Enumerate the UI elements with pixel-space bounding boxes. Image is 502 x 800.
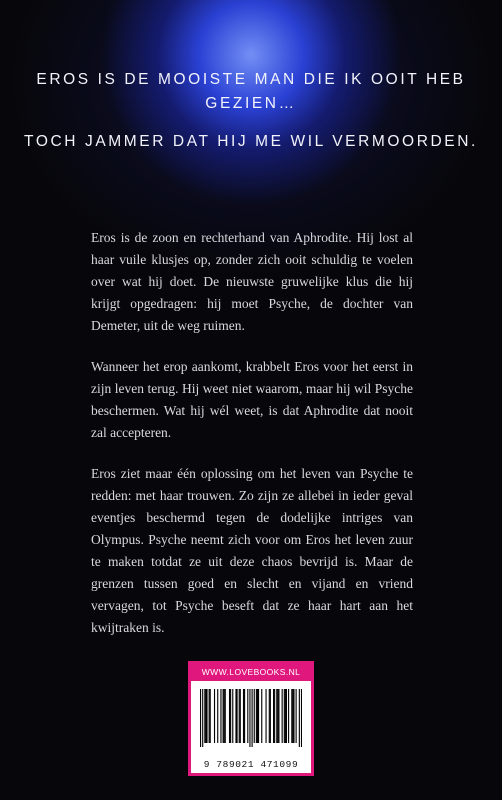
barcode-bar <box>202 689 203 747</box>
blurb-paragraph-1: Eros is de zoon en rechterhand van Aphrodite. Hij lost al haar vuile klusjes op, zonder zich ooit schuldig te voelen over wat hij doet. De nieuwste gruwelijke klus die hij krijgt opgedragen: hij moet Psyche, de dochter van Demeter, uit de weg ruimen. <box>91 230 413 333</box>
barcode-bar <box>254 689 255 743</box>
barcode-bar <box>257 689 258 743</box>
barcode-bar <box>243 689 244 743</box>
blurb-paragraph-2: Wanneer het erop aankomt, krabbelt Eros voor het eerst in zijn leven terug. Hij weet niet waarom, maar hij wil Psyche beschermen. Wat hij wél weet, is dat Aphrodite dat nooit zal accepteren. <box>91 359 413 440</box>
barcode-bar <box>205 689 206 743</box>
barcode-bar <box>261 689 262 743</box>
tagline-line-1: EROS IS DE MOOISTE MAN DIE IK OOIT HEB GEZIEN… <box>36 71 466 112</box>
barcode-bar <box>252 689 253 747</box>
barcode-bar <box>256 689 257 743</box>
barcode-bar <box>239 689 240 743</box>
barcode-bar <box>284 689 285 743</box>
barcode-bar <box>269 689 270 743</box>
barcode-bar <box>200 689 201 747</box>
barcode-bar <box>270 689 271 743</box>
barcode-bar <box>230 689 231 743</box>
barcode-bar <box>258 689 259 743</box>
blurb-paragraph-3: Eros ziet maar één oplossing om het leven van Psyche te redden: met haar trouwen. Zo zijn ze allebei in ieder geval eventjes beschermd tegen de dodelijke intriges van Olympus. Psyche neemt zich voor om Eros het leven zuur te maken totdat ze uit deze chaos bevrijd is. Maar de grenzen tussen goed en slecht en vijand en vriend vervagen, tot Psyche beseft dat ze haar hart aan het kwijtraken is. <box>91 466 413 635</box>
tagline <box>0 68 502 168</box>
barcode-bar <box>249 689 250 747</box>
barcode-bar <box>225 689 226 743</box>
barcode-bar <box>214 689 215 743</box>
tagline-line-2: TOCH JAMMER DAT HIJ ME WIL VERMOORDEN. <box>24 133 478 150</box>
barcode-bar <box>282 689 283 743</box>
barcode-bar <box>276 689 277 743</box>
publisher-url: WWW.LOVEBOOKS.NL <box>191 664 311 681</box>
barcode-bar <box>240 689 241 743</box>
barcode-bar <box>288 689 289 743</box>
barcode-bar <box>277 689 278 743</box>
barcode-bar <box>286 689 287 743</box>
barcode-bar <box>265 689 266 743</box>
isbn-number: 9 789021 471099 <box>203 759 299 770</box>
barcode-bar <box>217 689 218 743</box>
barcode-bar <box>224 689 225 743</box>
barcode-bar <box>237 689 238 743</box>
barcode-icon <box>200 689 302 747</box>
barcode-bar <box>293 689 294 743</box>
barcode-bar <box>299 689 300 747</box>
barcode-bar <box>223 689 224 743</box>
barcode-box <box>188 661 314 776</box>
barcode-bar <box>285 689 286 743</box>
barcode-bar <box>244 689 245 743</box>
barcode-bar <box>229 689 230 743</box>
barcode-bar <box>291 689 292 743</box>
barcode-bar <box>278 689 279 743</box>
barcode-bar <box>206 689 207 743</box>
barcode-bar <box>220 689 221 743</box>
barcode-bar <box>247 689 248 743</box>
barcode-bar <box>232 689 233 743</box>
barcode-bar <box>274 689 275 743</box>
barcode-bar <box>210 689 211 743</box>
barcode-bar <box>301 689 302 747</box>
blurb <box>91 227 413 658</box>
barcode-bar <box>204 689 205 743</box>
barcode-bar <box>273 689 274 743</box>
barcode-bar <box>296 689 297 743</box>
barcode-bar <box>235 689 236 743</box>
barcode-bar <box>292 689 293 743</box>
barcode-bar <box>209 689 210 743</box>
